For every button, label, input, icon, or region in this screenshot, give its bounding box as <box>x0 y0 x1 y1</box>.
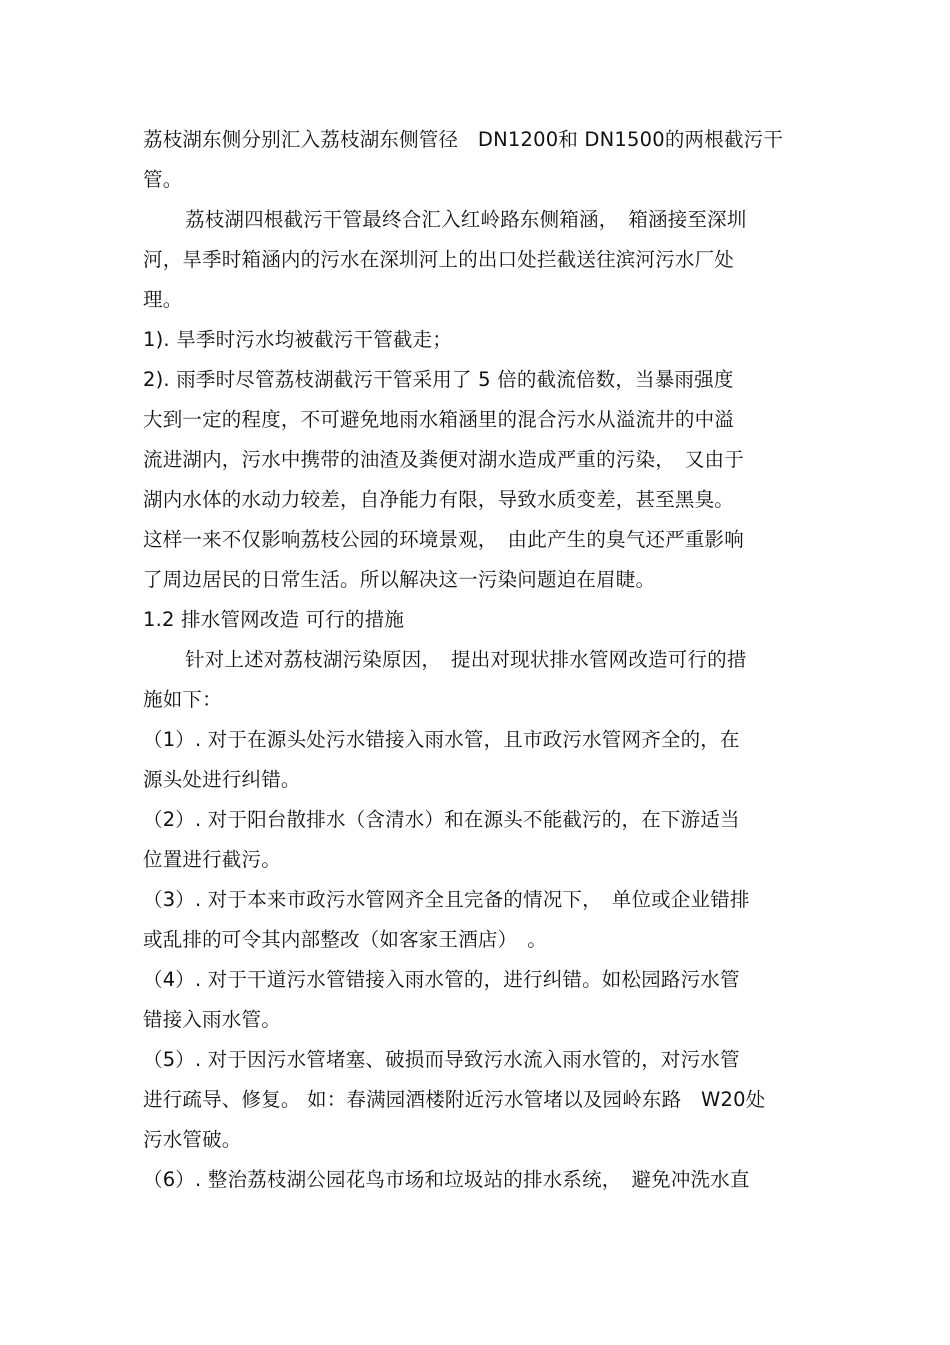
text-line-4: 河，旱季时箱涵内的污水在深圳河上的出口处拦截送往滨河污水厂处 <box>143 248 735 271</box>
text-line-3: 荔枝湖四根截污干管最终合汇入红岭路东侧箱涵， 箱涵接至深圳 <box>185 208 747 231</box>
text-line-11: 这样一来不仅影响荔枝公园的环境景观， 由此产生的臭气还严重影响 <box>143 528 744 551</box>
text-line-22: （4）. 对于干道污水管错接入雨水管的，进行纠错。如松园路污水管 <box>143 968 740 991</box>
text-line-6: 1). 旱季时污水均被截污干管截走； <box>143 328 453 351</box>
text-line-12: 了周边居民的日常生活。所以解决这一污染问题迫在眉睫。 <box>143 568 656 591</box>
text-line-1: 荔枝湖东侧分别汇入荔枝湖东侧管径 DN1200和 DN1500的两根截污干 <box>143 128 784 151</box>
text-line-25: 进行疏导、修复。 如：春满园酒楼附近污水管堵以及园岭东路 W20处 <box>143 1088 766 1111</box>
text-line-9: 流进湖内，污水中携带的油渣及粪便对湖水造成严重的污染， 又由于 <box>143 448 744 471</box>
section-heading: 1.2 排水管网改造 可行的措施 <box>143 608 405 631</box>
text-line-18: （2）. 对于阳台散排水（含清水）和在源头不能截污的，在下游适当 <box>143 808 740 831</box>
text-line-17: 源头处进行纠错。 <box>143 768 301 791</box>
text-line-14: 针对上述对荔枝湖污染原因， 提出对现状排水管网改造可行的措 <box>185 648 747 671</box>
text-line-26: 污水管破。 <box>143 1128 242 1151</box>
text-line-21: 或乱排的可令其内部整改（如客家王酒店） 。 <box>143 928 547 951</box>
text-line-2: 管。 <box>143 168 183 191</box>
text-line-23: 错接入雨水管。 <box>143 1008 281 1031</box>
text-line-7: 2). 雨季时尽管荔枝湖截污干管采用了 5 倍的截流倍数，当暴雨强度 <box>143 368 734 391</box>
text-line-15: 施如下： <box>143 688 222 711</box>
text-line-20: （3）. 对于本来市政污水管网齐全且完备的情况下， 单位或企业错排 <box>143 888 750 911</box>
text-line-19: 位置进行截污。 <box>143 848 281 871</box>
text-line-8: 大到一定的程度，不可避免地雨水箱涵里的混合污水从溢流井的中溢 <box>143 408 735 431</box>
text-line-24: （5）. 对于因污水管堵塞、破损而导致污水流入雨水管的，对污水管 <box>143 1048 740 1071</box>
text-line-16: （1）. 对于在源头处污水错接入雨水管，且市政污水管网齐全的，在 <box>143 728 740 751</box>
text-line-27: （6）. 整治荔枝湖公园花鸟市场和垃圾站的排水系统， 避免冲洗水直 <box>143 1168 750 1191</box>
text-line-10: 湖内水体的水动力较差，自净能力有限，导致水质变差，甚至黑臭。 <box>143 488 735 511</box>
text-line-5: 理。 <box>143 288 183 311</box>
